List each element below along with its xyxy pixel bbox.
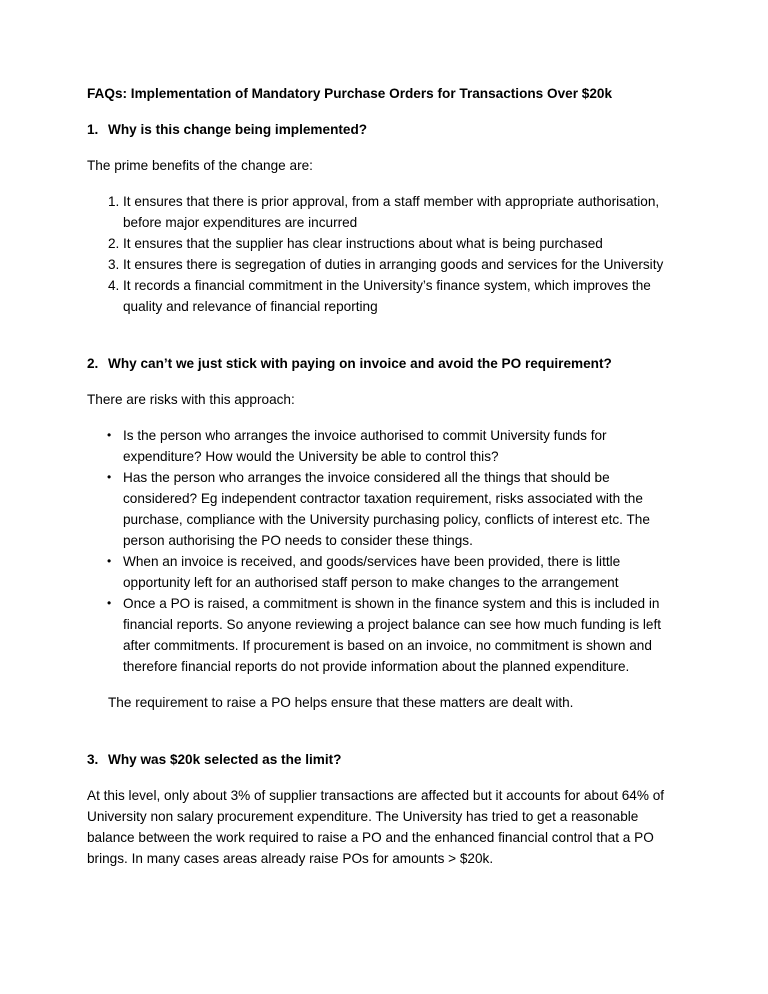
list-item-text: Is the person who arranges the invoice authorised to commit University funds for expenditure? How would the University be able to control this? — [123, 428, 607, 464]
list-item-text: It ensures that the supplier has clear instructions about what is being purchased — [123, 236, 603, 251]
list-item-number: 2. — [108, 236, 120, 251]
spacer — [87, 728, 687, 749]
bullet-icon: • — [107, 428, 112, 442]
list-item — [87, 551, 687, 593]
list-item-text: It ensures there is segregation of duties in arranging goods and services for the University — [123, 257, 664, 272]
bullet-icon: • — [107, 596, 112, 610]
list-item-text: It ensures that there is prior approval, from a staff member with appropriate authorisation, before major expenditures are incurred — [123, 194, 660, 230]
question-3-text: Why was $20k selected as the limit? — [108, 752, 342, 767]
question-2 — [87, 353, 687, 374]
list-item — [87, 425, 687, 467]
list-item — [87, 467, 687, 551]
list-item-text: Once a PO is raised, a commitment is shown in the finance system and this is included in financial reports. So anyone reviewing a project balance can see how much funding is left after commitments. If procurement is based on an invoice, no commitment is shown and therefore financial reports do not provide information about the planned expenditure. — [123, 596, 662, 674]
section-2-closing: The requirement to raise a PO helps ensure that these matters are dealt with. — [108, 695, 574, 710]
benefits-list — [108, 191, 687, 317]
question-1 — [87, 119, 687, 140]
list-item-text: When an invoice is received, and goods/services have been provided, there is little opportunity left for an authorised staff person to make changes to the arrangement — [123, 554, 621, 590]
spacer — [87, 332, 687, 353]
question-3 — [87, 749, 687, 770]
list-item-text: Has the person who arranges the invoice considered all the things that should be considered? Eg independent contractor taxation requirement, risks associated with the purchase, compliance with the University purchasing policy, conflicts of interest etc. The person authorising the PO needs to consider these things. — [123, 470, 650, 548]
question-1-number: 1. — [87, 122, 99, 137]
list-item-text: It records a financial commitment in the University’s finance system, which improves the quality and relevance of financial reporting — [123, 278, 651, 314]
list-item — [87, 593, 687, 677]
document-body — [87, 83, 687, 884]
risks-list — [87, 425, 687, 677]
bullet-icon: • — [107, 554, 112, 568]
list-item-number: 4. — [108, 278, 120, 293]
list-item-number: 1. — [108, 194, 120, 209]
question-3-number: 3. — [87, 752, 99, 767]
section-2-intro: There are risks with this approach: — [87, 392, 295, 407]
list-item — [108, 233, 687, 254]
list-item-number: 3. — [108, 257, 120, 272]
question-2-text: Why can’t we just stick with paying on invoice and avoid the PO requirement? — [108, 356, 612, 371]
section-3-answer: At this level, only about 3% of supplier transactions are affected but it accounts for about 64% of University non salary procurement expenditure. The University has tried to get a reasonable balance between the work required to raise a PO and the enhanced financial control that a PO brings. In many cases areas already raise POs for amounts > $20k. — [87, 788, 665, 866]
list-item — [108, 275, 687, 317]
question-2-number: 2. — [87, 356, 99, 371]
bullet-icon: • — [107, 470, 112, 484]
section-1-intro: The prime benefits of the change are: — [87, 158, 313, 173]
page-title: FAQs: Implementation of Mandatory Purchase Orders for Transactions Over $20k — [87, 86, 613, 101]
list-item — [108, 254, 687, 275]
question-1-text: Why is this change being implemented? — [108, 122, 368, 137]
list-item — [108, 191, 687, 233]
